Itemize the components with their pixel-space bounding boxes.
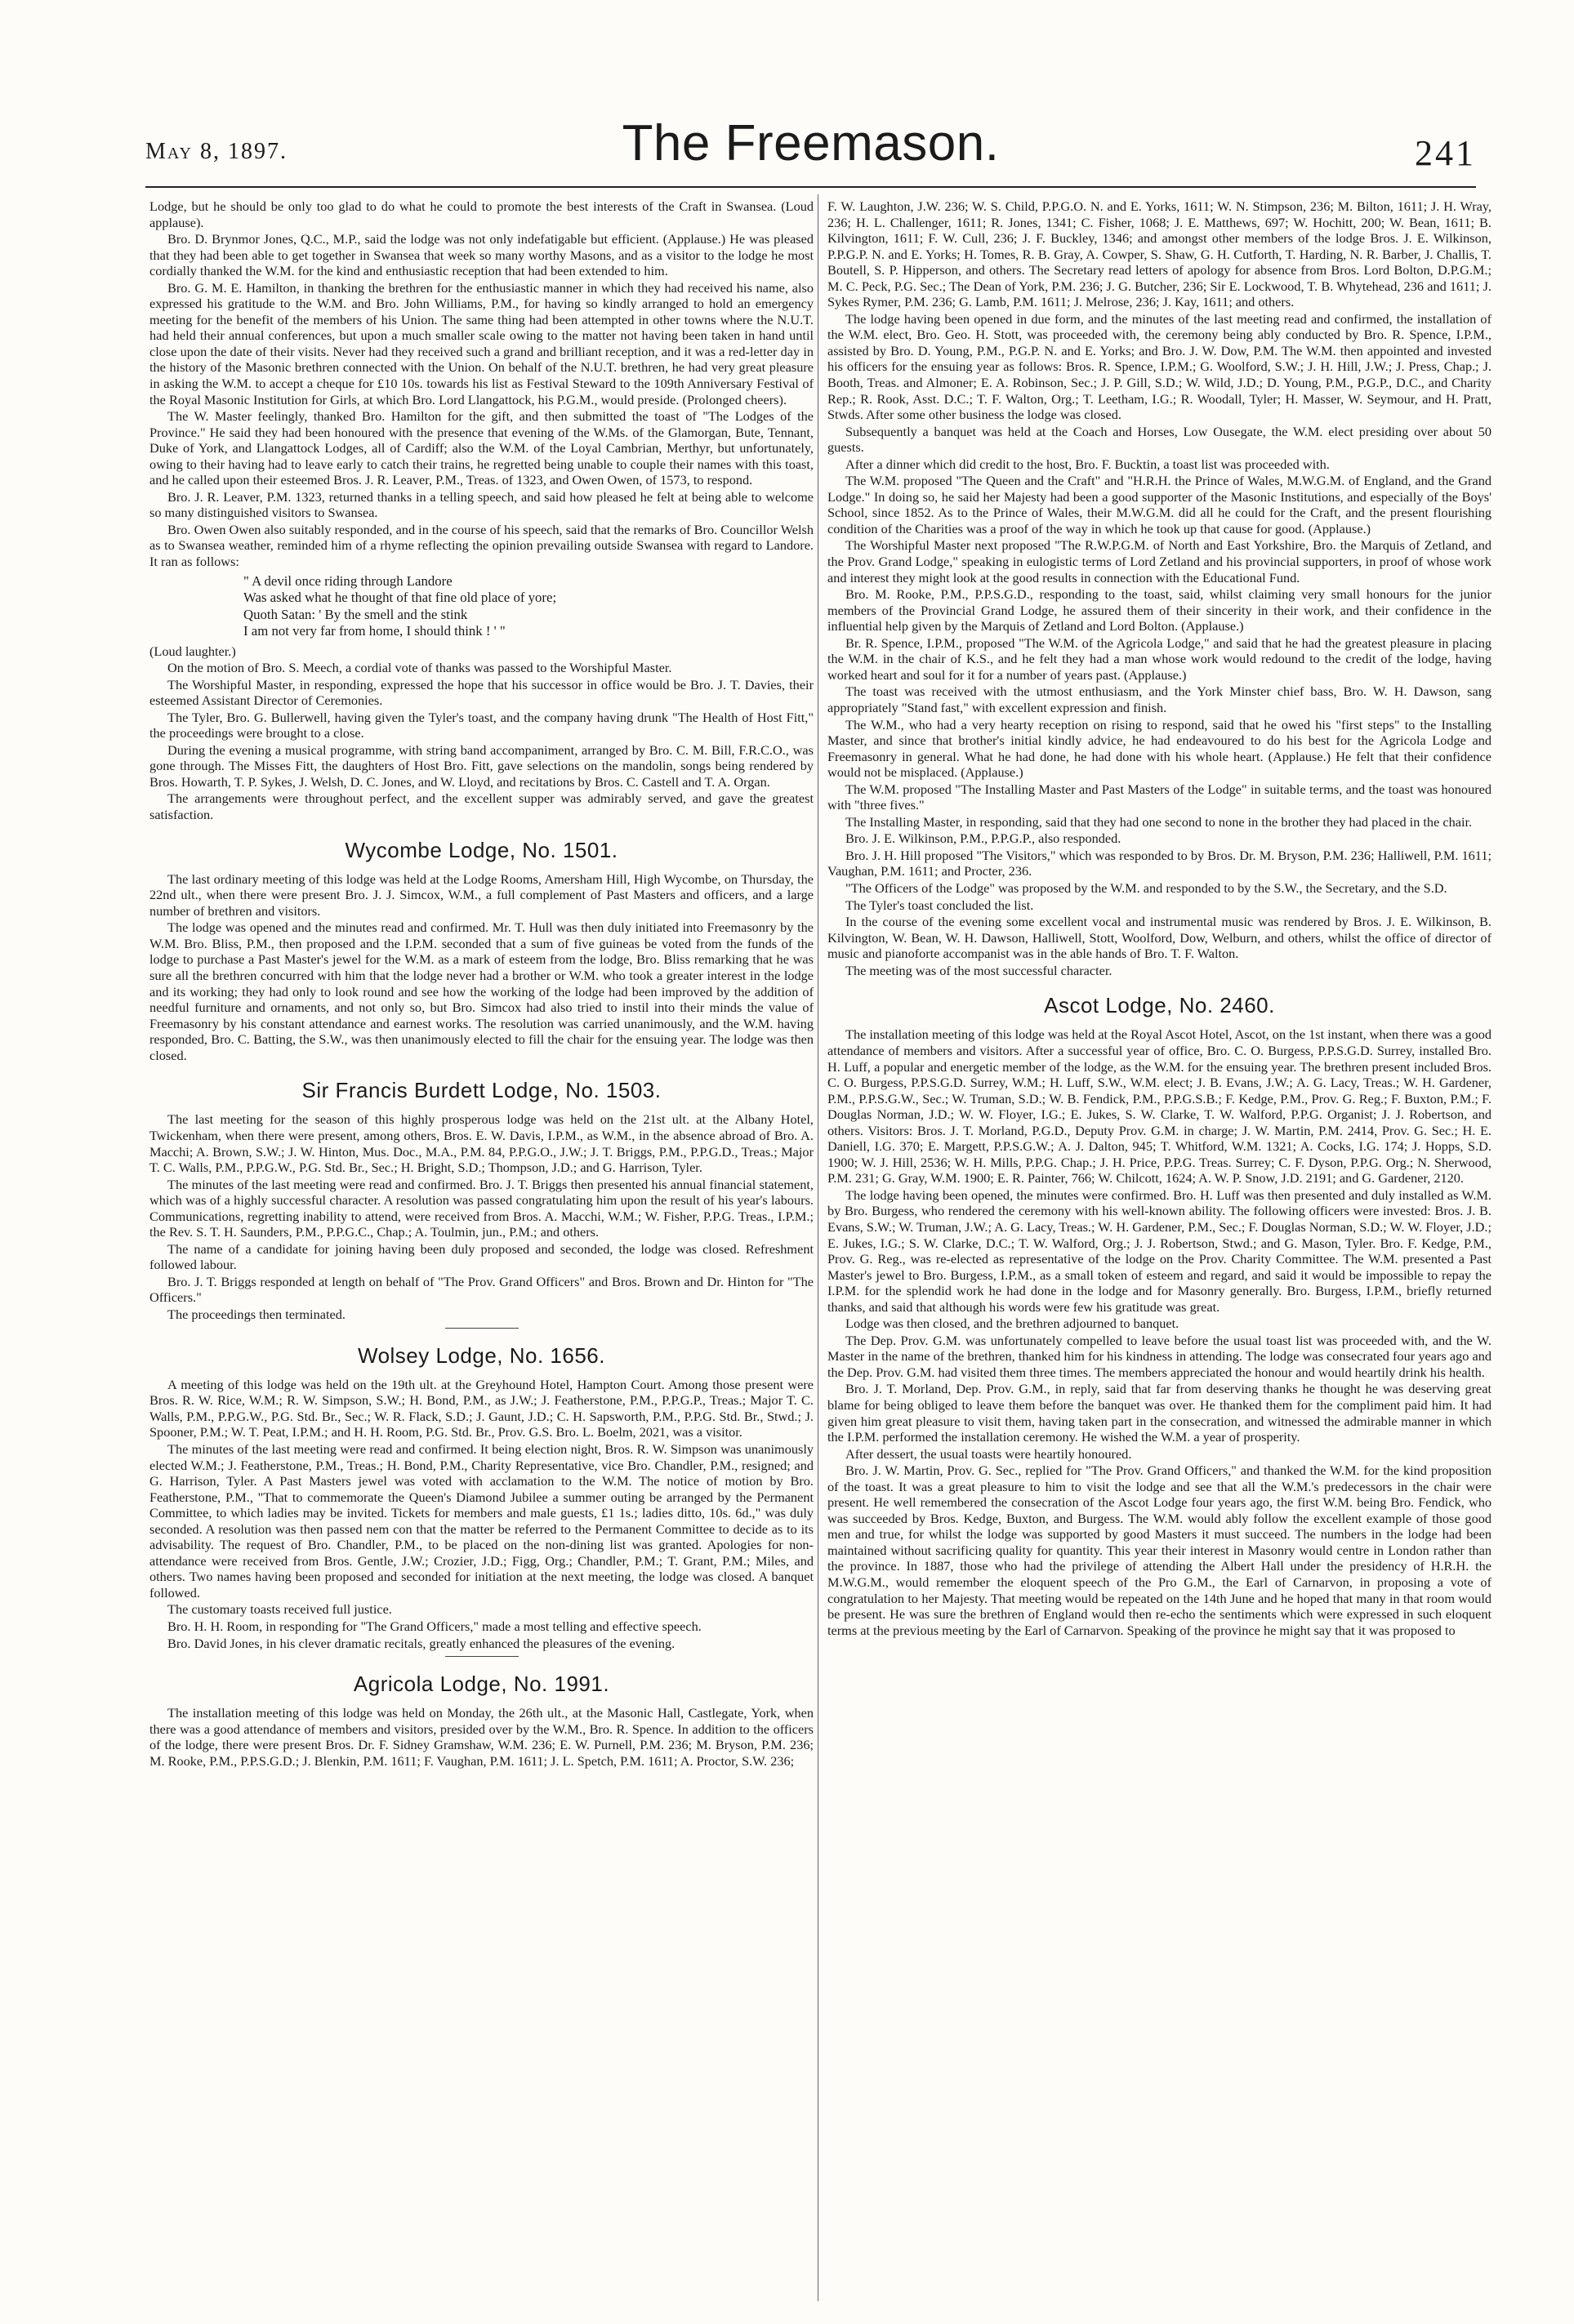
paragraph: The name of a candidate for joining having been duly proposed and seconded, the lodge was closed. Refreshment followed labour.: [149, 1240, 814, 1273]
page-number: 241: [1415, 133, 1476, 173]
paragraph: The W. Master feelingly, thanked Bro. Hamilton for the gift, and then submitted the toast of "The Lodges of the Province." He said they had been honoured with the presence that evening of the W.Ms. of the Glamorgan, Bute, Tennant, Duke of York, and Llangattock Lodges, all of Cardiff; also the W.M. of the Loyal Cambrian, Merthyr, but unfortunately, owing to their having had to leave early to catch their trains, he regretted being unable to couple their names with this toast, and he called upon their esteemed Bros. J. R. Leaver, P.M., Treas. of 1323, and Owen Owen, of 1573, to respond.: [149, 408, 814, 488]
right-column: [827, 198, 1492, 2289]
paragraph: Bro. J. H. Hill proposed "The Visitors," which was responded to by Bros. Dr. M. Bryson, P.M. 236; Halliwell, P.M. 1611; Vaughan, P.M. 1611; and Procter, 236.: [827, 847, 1492, 879]
paragraph: The Worshipful Master, in responding, expressed the hope that his successor in office would be Bro. J. T. Davies, their esteemed Assistant Director of Ceremonies.: [149, 676, 814, 709]
paragraph: The installation meeting of this lodge was held at the Royal Ascot Hotel, Ascot, on the 1st instant, when there was a good attendance of members and visitors. After a successful year of office, Bro. C. O. Burgess, P.P.S.G.D. Surrey, installed Bro. H. Luff, a popular and energetic member of the lodge, as the W.M. for the ensuing year. The brethren present included Bros. C. O. Burgess, P.P.S.G.D. Surrey, W.M.; H. Luff, S.W., W.M. elect; J. B. Evans, J.W.; A. G. Lacy, Treas.; W. H. Gardener, P.M., P.P.S.G.W., Sec.; W. Truman, S.D.; W. B. Fendick, P.M., P.P.G.S.B.; F. Kedge, P.M., Prov. G. Reg.; F. Buxton, P.M.; F. Douglas Norman, J.D.; W. W. Floyer, I.G.; E. Jukes, S. W. Clarke, T. W. Walford, P.P.G. Organist; J. J. Robertson, and others. Visitors: Bros. J. T. Morland, P.G.D., Deputy Prov. G.M. in charge; J. W. Martin, P.M. 2414, Prov. G. Sec.; H. E. Daniell, I.G. 370; E. Margett, P.P.S.G.W.; A. J. Dalton, 945; T. Whitford, W.M. 1321; A. Cocks, I.G. 174; J. Hopps, S.D. 1900; W. J. Hill, 2536; W. H. Mills, P.P.G. Chap.; J. H. Price, P.P.G. Treas. Surrey; C. F. Dyson, P.P.G. Org.; N. Sherwood, P.M. 231; G. Gray, W.M. 1900; E. R. Painter, 766; W. Chilcott, 1624; A. W. P. Snow, J.D. 2191; and G. Gardener, 2120.: [827, 1026, 1492, 1186]
paragraph: The W.M. proposed "The Queen and the Craft" and "H.R.H. the Prince of Wales, M.W.G.M. of England, and the Grand Lodge." In doing so, he said her Majesty had been a good supporter of the Masonic Institutions, and especially of the Boys' School, since 1852. As to the Prince of Wales, their M.W.G.M. did all he could for the Craft, and the present flourishing condition of the Charities was a proof of the way in which he took up that cause for good. (Applause.): [827, 473, 1492, 536]
paragraph: The Installing Master, in responding, said that they had one second to none in the brother they had placed in the chair.: [845, 813, 1473, 830]
paragraph: A meeting of this lodge was held on the 19th ult. at the Greyhound Hotel, Hampton Court. Among those present were Bros. R. W. Rice, W.M.; R. W. Simpson, S.W.; H. Bond, P.M., as J.W.; J. Featherstone, P.M., P.P.G.P., Treas.; Major T. C. Walls, P.M., P.P.G.W., P.G. Std. Br., Sec.; W. R. Flack, S.D.; J. Gaunt, J.D.; C. H. Sapsworth, P.M., P.P.G. Std. Br., Stwd.; J. Spooner, P.M.; W. T. Peat, I.P.M.; and H. H. Room, P.G. Std. Br., Prov. G.S. Bro. L. Boelm, 2021, was a visitor.: [149, 1376, 814, 1440]
paragraph: The last ordinary meeting of this lodge was held at the Lodge Rooms, Amersham Hill, High Wycombe, on Thursday, the 22nd ult., when there were present Bro. J. J. Simcox, W.M., a full complement of Past Masters and officers, and a large number of brethren and visitors.: [149, 870, 814, 919]
paragraph: Lodge was then closed, and the brethren adjourned to banquet.: [845, 1316, 1179, 1332]
paragraph: Lodge, but he should be only too glad to do what he could to promote the best interests of the Craft in Swansea. (Loud applause).: [149, 198, 814, 230]
verse-line: " A devil once riding through Landore: [243, 572, 453, 589]
paragraph: The lodge having been opened, the minutes were confirmed. Bro. H. Luff was then presented and duly installed as W.M. by Bro. Burgess, who rendered the ceremony with his well-known ability. The following officers were invested: Bros. J. B. Evans, S.W.; W. Truman, J.W.; A. G. Lacy, Treas.; W. H. Gardener, P.M., Sec.; F. Douglas Norman, S.D.; W. W. Floyer, J.D.; E. Jukes, I.G.; S. W. Clarke, D.C.; T. W. Walford, Org.; J. J. Robertson, Stwd.; and G. Mason, Tyler. Bro. F. Kedge, P.M., Prov. G. Reg., was re-elected as representative of the lodge on the Prov. Charity Committee. The W.M. presented a Past Master's jewel to Bro. Burgess, I.P.M., as a small token of esteem and regard, and said it would be impossible to repay the I.P.M. for the splendid work he had done in the lodge and for Masonry generally. Bro. Burgess, I.P.M., briefly returned thanks, and said that although his words were few his gratitude was great.: [827, 1186, 1492, 1315]
paragraph: Bro. Owen Owen also suitably responded, and in the course of his speech, said that the remarks of Bro. Councillor Welsh as to Swansea weather, reminded him of a rhyme reflecting the opinion prevailing outside Swansea with regard to Landore. It ran as follows:: [149, 521, 814, 570]
paragraph: Bro. J. T. Briggs responded at length on behalf of "The Prov. Grand Officers" and Bros. Brown and Dr. Hinton for "The Officers.": [149, 1273, 814, 1306]
paragraph: After a dinner which did credit to the host, Bro. F. Bucktin, a toast list was proceeded with.: [845, 456, 1330, 472]
section-heading-wolsey: Wolsey Lodge, No. 1656.: [358, 1342, 605, 1368]
paragraph: Bro. J. T. Morland, Dep. Prov. G.M., in reply, said that far from deserving thanks he thought he was deserving great blame for being obliged to leave them before the banquet was over. He thanked them for the compliment paid him. It had given him great pleasure to visit them, having taken part in the consecration, and witnessed the admirable manner in which the I.P.M. performed the installation ceremony. He wished the W.M. a year of prosperity.: [827, 1381, 1492, 1445]
masthead-rule: [145, 186, 1476, 188]
masthead: [145, 108, 1476, 189]
section-heading-burdett: Sir Francis Burdett Lodge, No. 1503.: [301, 1078, 662, 1103]
paragraph: The last meeting for the season of this highly prosperous lodge was held on the 21st ult. at the Albany Hotel, Twickenham, when there were present, among others, Bros. E. W. Davis, I.P.M., as W.M., in the absence abroad of Bro. A. Macchi; A. Brown, S.W.; J. W. Hinton, Mus. Doc., M.A., P.M. 84, P.P.G.O., J.W.; J. T. Briggs, P.M., P.P.G.D., Treas.; Major T. C. Walls, P.M., P.P.G.W., P.G. Std. Br., Sec.; H. Bright, S.D.; Thompson, J.D.; and G. Harrison, Tyler.: [149, 1111, 814, 1176]
paragraph: The arrangements were throughout perfect, and the excellent supper was admirably served, and gave the greatest satisfaction.: [149, 790, 814, 822]
section-rule: [445, 1656, 519, 1657]
paragraph: Bro. David Jones, in his clever dramatic recitals, greatly enhanced the pleasures of the evening.: [167, 1635, 676, 1651]
verse-line: Quoth Satan: ' By the smell and the stink: [243, 606, 468, 622]
paragraph: Bro. J. W. Martin, Prov. G. Sec., replied for "The Prov. Grand Officers," and thanked the W.M. for the kind proposition of the toast. It was a great pleasure to him to visit the lodge and see that all the W.M.'s predecessors in the chair were present. He well remembered the consecration of the Ascot Lodge four years ago, the first W.M. being Bro. Fendick, who was succeeded by Bros. Kedge, Buxton, and Burgess. The W.M. would ably follow the excellent example of those good men and true, for whilst the lodge was supported by good Masters it must succeed. The numbers in the lodge had been maintained without sacrificing quality for quantity. This year their interest in Masonry would centre in London rather than the province. In 1887, those who had the privilege of attending the Albert Hall under the presidency of H.R.H. the M.W.G.M., would remember the eloquent speech of the Pro G.M., the Earl of Carnarvon, in proposing a vote of congratulation to her Majesty. That meeting would be repeated on the 14th June and he hoped that many in that room would be present. He was sure the brethren of England would then re-echo the sentiments which were expressed in such eloquent terms at the previous meeting by the Earl of Carnarvon. Speaking of the province he might say that it was proposed to: [827, 1463, 1492, 1638]
left-column: [149, 198, 814, 2289]
paragraph: "The Officers of the Lodge" was proposed by the W.M. and responded to by the S.W., the Secretary, and the S.D.: [845, 879, 1447, 896]
paragraph: The minutes of the last meeting were read and confirmed. It being election night, Bros. R. W. Simpson was unanimously elected W.M.; J. Featherstone, P.M., Treas.; H. Bond, P.M., Charity Representative, vice Bro. Chandler, P.M., resigned; and G. Harrison, Tyler. A Past Masters jewel was voted with acclamation to the W.M. The notice of motion by Bro. Featherstone, P.M., "That to commemorate the Queen's Diamond Jubilee a summer outing be arranged by the Permanent Committee, to which ladies may be invited. Tickets for members and male guests, £1 1s.; ladies ditto, 10s. 6d.," was duly seconded. A resolution was then passed nem con that the matter be referred to the Permanent Committee to decide as to its advisability. The request of Bro. Chandler, P.M., to be placed on the non-dining list was granted. Apologies for non-attendance were received from Bros. Gentle, J.W.; Crozier, J.D.; Figg, Org.; Chandler, P.M.; T. Grant, P.M.; Miles, and others. Two names having been proposed and seconded for initiation at the next meeting, the lodge was closed. A banquet followed.: [149, 1440, 814, 1601]
paragraph: The meeting was of the most successful character.: [845, 962, 1113, 978]
paragraph: Br. R. Spence, I.P.M., proposed "The W.M. of the Agricola Lodge," and said that he had the greatest pleasure in placing the W.M. in the chair of K.S., and he felt they had a man whose work would redound to the credit of the lodge, having worked heart and soul for it for a number of years past. (Applause.): [827, 634, 1492, 683]
paragraph: The lodge having been opened in due form, and the minutes of the last meeting read and confirmed, the installation of the W.M. elect, Bro. Geo. H. Stott, was proceeded with, the ceremony being ably conducted by Bro. R. Spence, I.P.M., assisted by Bro. D. Young, P.M., P.G.P. N. and E. Yorks; and Bro. J. W. Dow, P.M. The W.M. then appointed and invested his officers for the ensuing year as follows: Bros. R. Spence, I.P.M.; G. Woolford, S.W.; J. H. Hill, J.W.; J. Press, Chap.; J. Booth, Treas. and Almoner; E. A. Robinson, Sec.; J. P. Gill, S.D.; W. Wild, J.D.; D. Young, P.M., P.G.P., D.C., and Charity Rep.; R. Rook, Asst. D.C.; T. F. Walton, Org.; T. Leetham, I.G.; R. Woodall, Tyler; H. Masser, W. Seymour, and H. Pratt, Stwds. After some other business the lodge was closed.: [827, 310, 1492, 423]
paragraph: (Loud laughter.): [149, 643, 236, 659]
verse-line: Was asked what he thought of that fine old place of yore;: [243, 590, 557, 606]
paragraph: The installation meeting of this lodge was held on Monday, the 26th ult., at the Masonic Hall, Castlegate, York, when there was a good attendance of members and visitors, presided over by the W.M., Bro. R. Spence. In addition to the officers of the lodge, there were present Bros. Dr. F. Sidney Gramshaw, W.M. 236; E. W. Purnell, P.M. 236; M. Bryson, P.M. 236; M. Rooke, P.M., P.P.S.G.D.; J. Blenkin, P.M. 1611; F. Vaughan, P.M. 1611; J. L. Spetch, P.M. 1611; A. Proctor, S.W. 236;: [149, 1705, 814, 1769]
paragraph: Bro. D. Brynmor Jones, Q.C., M.P., said the lodge was not only indefatigable but efficient. (Applause.) He was pleased that they had been able to get together in Swansea that week so many worthy Masons, and as a visitor to the lodge he most cordially thanked the W.M. for the kind and enthusiastic reception that had been extended to him.: [149, 231, 814, 279]
paragraph: Subsequently a banquet was held at the Coach and Horses, Low Ousegate, the W.M. elect presiding over about 50 guests.: [827, 423, 1492, 456]
paragraph: On the motion of Bro. S. Meech, a cordial vote of thanks was passed to the Worshipful Master.: [167, 660, 672, 676]
section-heading-agricola: Agricola Lodge, No. 1991.: [353, 1672, 610, 1697]
paragraph: Bro. H. H. Room, in responding for "The Grand Officers," made a most telling and effective speech.: [167, 1618, 702, 1634]
section-rule: [445, 1328, 519, 1329]
paragraph: F. W. Laughton, J.W. 236; W. S. Child, P.P.G.O. N. and E. Yorks, 1611; W. N. Stimpson, 236; M. Bilton, 1611; J. H. Wray, 236; H. L. Challenger, 1611; R. Jones, 1341; C. Fisher, 1068; J. E. Matthews, 697; W. Hochitt, 200; W. Bean, 1611; B. Kilvington, 1611; F. W. Cull, 236; J. F. Buckley, 1346; and amongst other members of the lodge Bros. J. E. Wilkinson, P.P.G.P. N. and E. Yorks; H. Tomes, R. B. Gray, A. Cowper, S. Shaw, G. H. Cutforth, T. Harding, N. R. Barber, J. Challis, T. Boutell, S. P. Hipperson, and others. The Secretary read letters of apology for absence from Bros. Lord Bolton, D.P.G.M.; M. C. Peck, P.G. Sec.; The Dean of York, P.M. 236; J. G. Butcher, 236; Sir E. Lockwood, T. B. Whytehead, 236 and 1611; J. Sykes Rymer, P.M. 236; G. Lamb, P.M. 1611; J. Melrose, 236; J. Kay, 1611; and others.: [827, 198, 1492, 310]
paragraph: Bro. G. M. E. Hamilton, in thanking the brethren for the enthusiastic manner in which they had received his name, also expressed his gratitude to the W.M. and Bro. John Williams, P.M., for having so kindly arranged to hold an emergency meeting for the benefit of the members of his Union. The same thing had been attempted in other towns where the N.U.T. had held their annual conferences, but upon a much smaller scale owing to the matter not having been taken in hand until close upon the date of their visits. Never had they received such a grand and brilliant reception, and it was a red-letter day in the history of the Masonic brethren connected with the Union. On behalf of the N.U.T. brethren, he had very great pleasure in asking the W.M. to accept a cheque for £10 10s. towards his list as Festival Steward to the 109th Anniversary Festival of the Royal Masonic Institution for Girls, at which Bro. Lord Llangattock, his P.G.M., would preside. (Prolonged cheers).: [149, 279, 814, 407]
paragraph: The proceedings then terminated.: [167, 1307, 346, 1323]
issue-date: May 8, 1897.: [145, 139, 288, 164]
paragraph: Bro. M. Rooke, P.M., P.P.S.G.D., responding to the toast, said, whilst claiming very small honours for the junior members of the Provincial Grand Lodge, he assured them of their sincerity in their work, and their confidence in the influential help given by the Marquis of Zetland and Lord Bolton. (Applause.): [827, 586, 1492, 634]
paragraph: The Dep. Prov. G.M. was unfortunately compelled to leave before the usual toast list was proceeded with, and the W. Master in the name of the brethren, thanked him for his kindness in attending. The lodge was consecrated four years ago and the Dep. Prov. G.M. had visited them three times. The members appreciated the honour and would heartily drink his health.: [827, 1332, 1492, 1380]
paragraph: After dessert, the usual toasts were heartily honoured.: [845, 1445, 1132, 1462]
paragraph: The minutes of the last meeting were read and confirmed. Bro. J. T. Briggs then presented his annual financial statement, which was of a highly successful character. A resolution was passed congratulating him upon the result of his year's labours. Communications, regretting inability to attend, were received from Bros. A. Macchi, W.M.; W. Fisher, P.P.G. Treas., I.P.M.; the Rev. S. T. H. Saunders, P.M., P.P.G.C., Chap.; A. Toulmin, jun., P.M.; and others.: [149, 1176, 814, 1240]
paragraph: Bro. J. R. Leaver, P.M. 1323, returned thanks in a telling speech, and said how pleased he felt at being able to welcome so many distinguished visitors to Swansea.: [149, 488, 814, 521]
paragraph: The customary toasts received full justice.: [167, 1601, 392, 1618]
section-heading-ascot: Ascot Lodge, No. 2460.: [1044, 993, 1275, 1018]
newspaper-title: The Freemason.: [622, 115, 1000, 171]
paragraph: The Worshipful Master next proposed "The R.W.P.G.M. of North and East Yorkshire, Bro. the Marquis of Zetland, and the Prov. Grand Lodge," speaking in eulogistic terms of Lord Zetland and his provincial supporters, in proof of whose work and interest they might look at the good results in connection with the Educational Fund.: [827, 537, 1492, 585]
paragraph: Bro. J. E. Wilkinson, P.M., P.P.G.P., also responded.: [845, 830, 1121, 847]
section-heading-wycombe: Wycombe Lodge, No. 1501.: [345, 837, 618, 862]
paragraph: The W.M. proposed "The Installing Master and Past Masters of the Lodge" in suitable terms, and the toast was honoured with "three fives.": [827, 781, 1492, 813]
paragraph: The Tyler's toast concluded the list.: [845, 897, 1034, 913]
verse-line: I am not very far from home, I should think ! ' ": [243, 623, 506, 639]
paragraph: The lodge was opened and the minutes read and confirmed. Mr. T. Hull was then duly initiated into Freemasonry by the W.M. Bro. Bliss, P.M., then proposed and the I.P.M. seconded that a sum of five guineas be voted from the funds of the lodge to purchase a Past Master's jewel for the W.M. as a mark of esteem from the lodge, Bro. Bliss remarking that he was sure all the brethren concurred with him that the lodge never had a brother or W.M. who took a greater interest in the lodge and its working; they had only to look round and see how the working of the lodge had been improved by the addition of needful furniture and ornaments, and not only so, but Bro. Simcox had also tried to instil into their minds the value of Freemasonry by his constant attendance and earnest works. The resolution was carried unanimously, and the W.M. having responded, Bro. C. Batting, the S.W., was then unanimously elected to fill the chair for the ensuing year. The lodge was then closed.: [149, 919, 814, 1063]
verse-block: [243, 573, 814, 640]
paragraph: During the evening a musical programme, with string band accompaniment, arranged by Bro. C. M. Bill, F.R.C.O., was gone through. The Misses Fitt, the daughters of Host Bro. Fitt, gave selections on the mandolin, songs being rendered by Bros. Howarth, T. P. Sykes, J. Welsh, D. C. Jones, and W. Lloyd, and recitations by Bros. C. Castell and T. A. Organ.: [149, 741, 814, 790]
paragraph: The W.M., who had a very hearty reception on rising to respond, said that he owed his "first steps" to the Installing Master, and since that brother's initial kindly advice, he had endeavoured to do his best for the Agricola Lodge and Freemasonry in general. What he had done, he had done with his whole heart. (Applause.) He felt that their confidence would not be misplaced. (Applause.): [827, 716, 1492, 781]
paragraph: In the course of the evening some excellent vocal and instrumental music was rendered by Bros. J. E. Wilkinson, B. Kilvington, W. Bean, W. H. Dawson, Halliwell, Stott, Woolford, Dow, Welburn, and others, whilst the office of director of music and pianoforte accompanist was in the able hands of Bro. T. F. Walton.: [827, 914, 1492, 962]
paragraph: The toast was received with the utmost enthusiasm, and the York Minster chief bass, Bro. W. H. Dawson, sang appropriately "Stand fast," with excellent expression and finish.: [827, 683, 1492, 715]
paragraph: The Tyler, Bro. G. Bullerwell, having given the Tyler's toast, and the company having drunk "The Health of Host Fitt," the proceedings were brought to a close.: [149, 709, 814, 741]
